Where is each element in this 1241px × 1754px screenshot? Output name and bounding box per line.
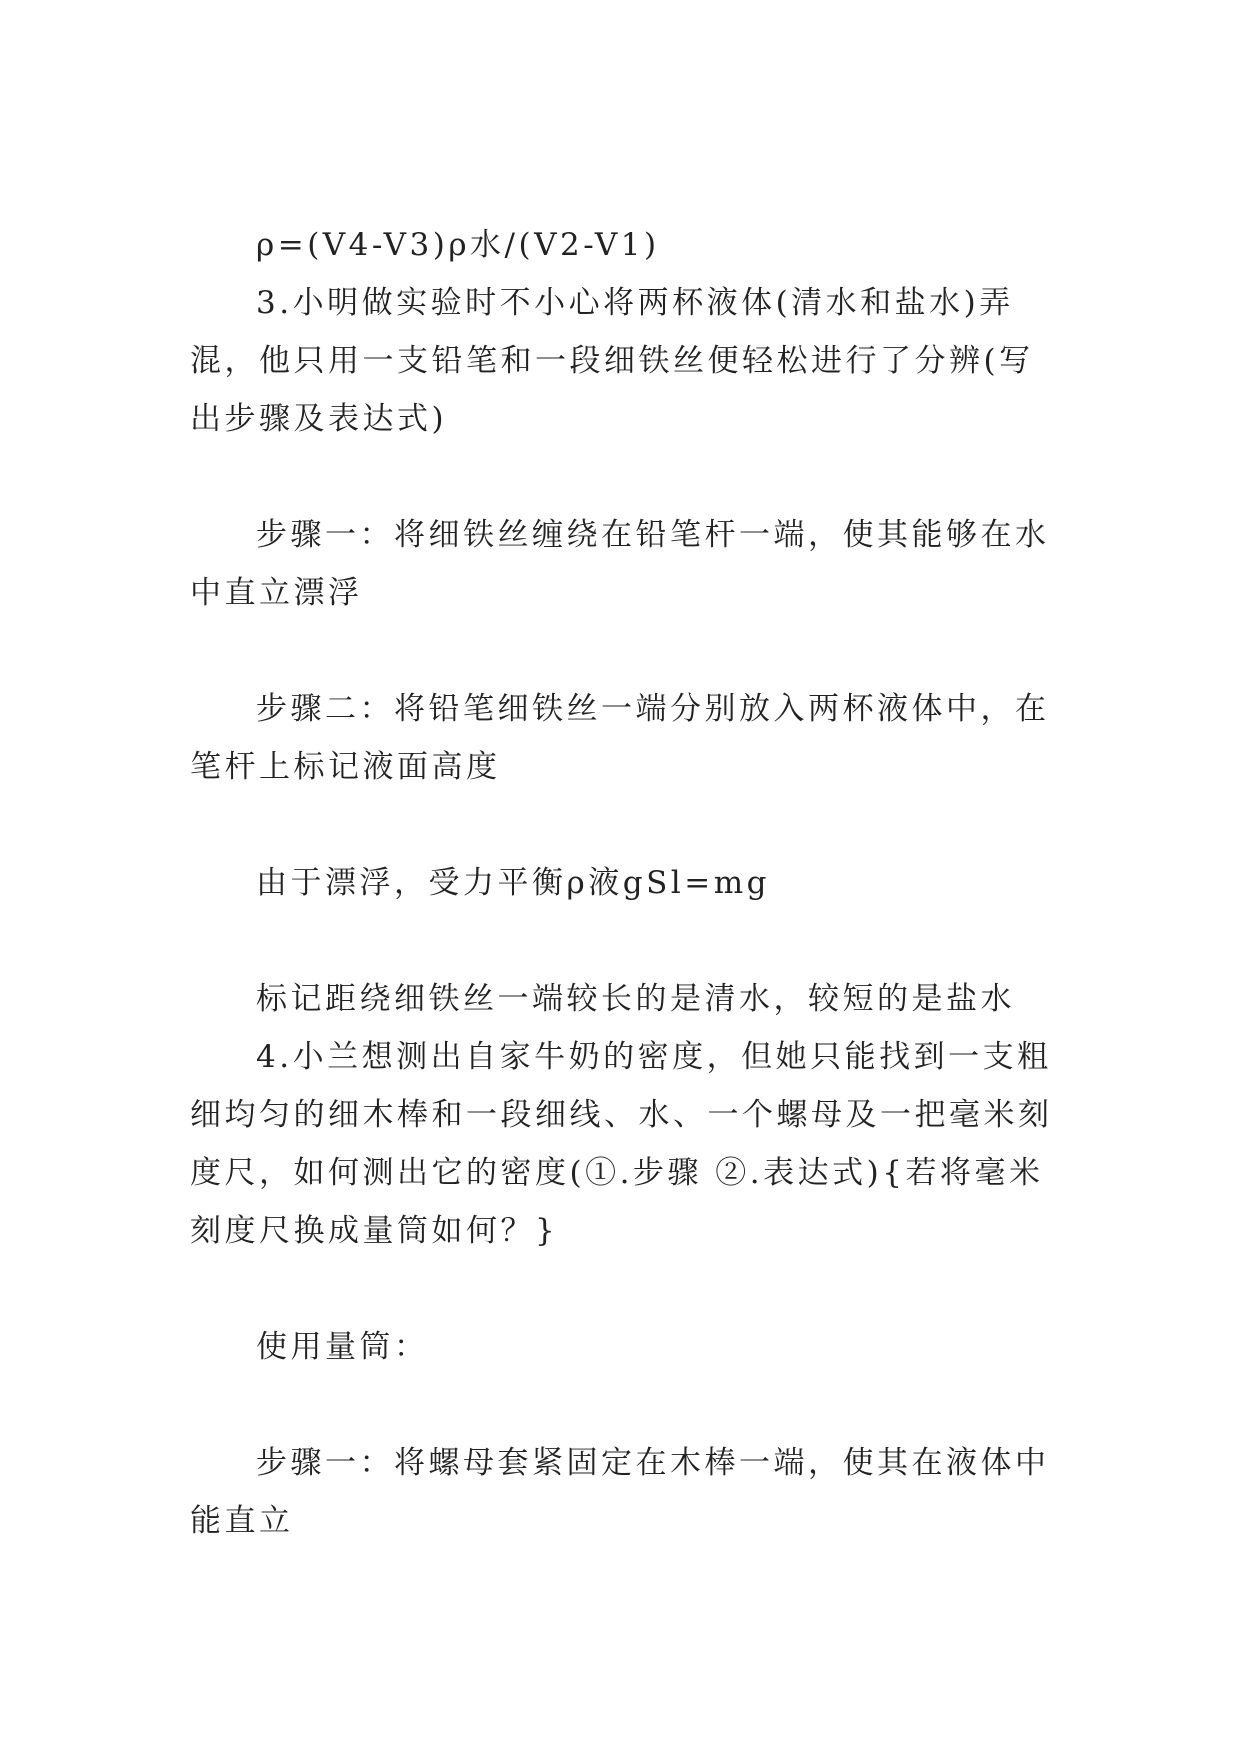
document-body (190, 216, 1060, 1550)
paragraph-gap (190, 448, 1060, 506)
question-3: 3.小明做实验时不小心将两杯液体(清水和盐水)弄混，他只用一支铅笔和一段细铁丝便轻松进行了分辨(写出步骤及表达式) (190, 285, 1034, 437)
q4-method-heading: 使用量筒： (256, 1329, 429, 1365)
q3-step-1: 步骤一：将细铁丝缠绕在铅笔杆一端，使其能够在水中直立漂浮 (190, 517, 1050, 611)
paragraph-gap (190, 912, 1060, 970)
q3-conclusion: 标记距绕细铁丝一端较长的是清水，较短的是盐水 (256, 981, 1015, 1017)
paragraph-gap (190, 1376, 1060, 1434)
q3-step-2: 步骤二：将铅笔细铁丝一端分别放入两杯液体中，在笔杆上标记液面高度 (190, 691, 1050, 785)
q4-step-1: 步骤一：将螺母套紧固定在木棒一端，使其在液体中能直立 (190, 1445, 1050, 1539)
question-4: 4.小兰想测出自家牛奶的密度，但她只能找到一支粗细均匀的细木棒和一段细线、水、一个螺母及一把毫米刻度尺，如何测出它的密度(①.步骤 ②.表达式){若将毫米刻度尺换成量筒如何？} (190, 1039, 1053, 1249)
paragraph-gap (190, 1260, 1060, 1318)
formula-line: ρ=(V4-V3)ρ水/(V2-V1) (256, 227, 660, 263)
q3-reasoning: 由于漂浮，受力平衡ρ液gSl=mg (256, 865, 770, 901)
paragraph-gap (190, 622, 1060, 680)
paragraph-gap (190, 796, 1060, 854)
